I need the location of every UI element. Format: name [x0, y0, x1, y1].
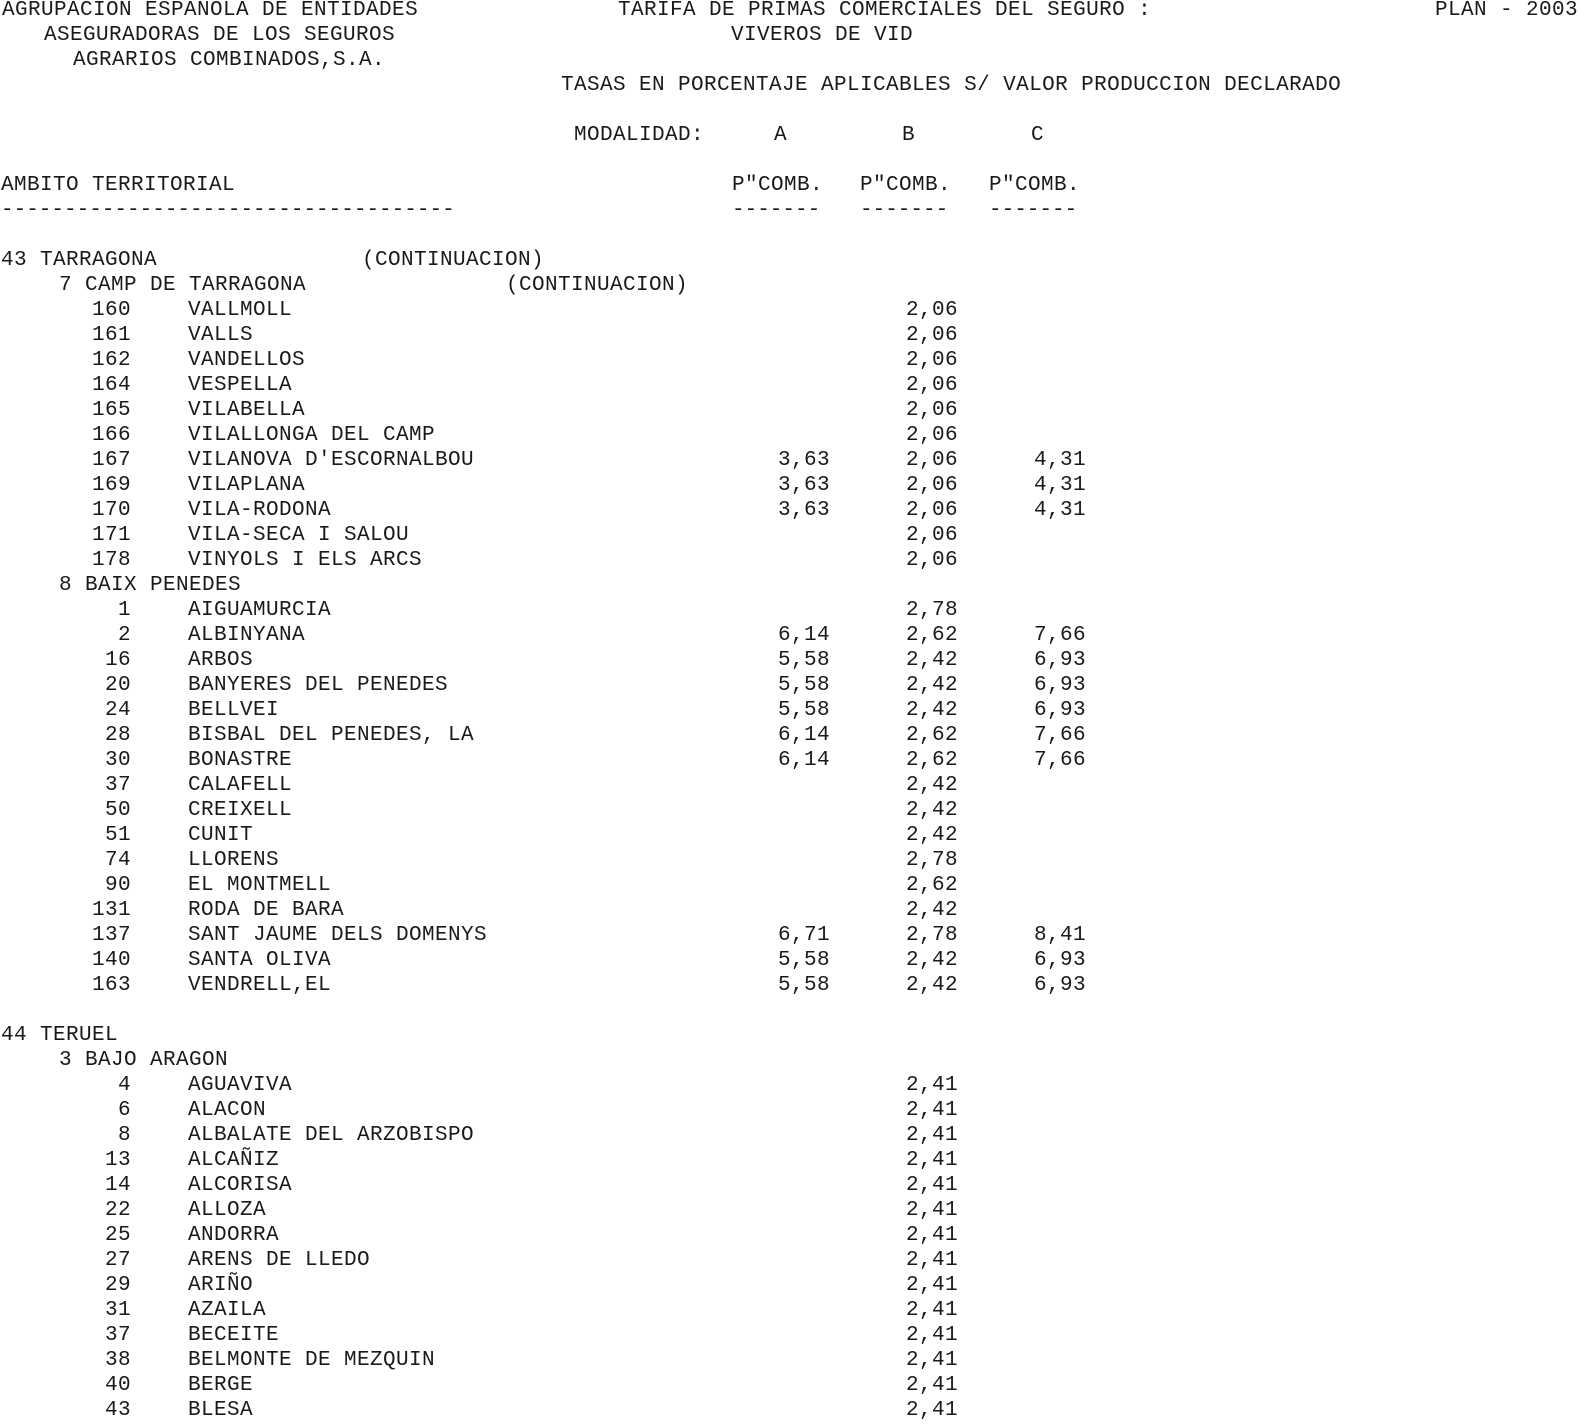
municipio-name: BANYERES DEL PENEDES — [188, 674, 449, 697]
rate-b: 2,42 — [905, 774, 958, 797]
rate-a: 5,58 — [777, 699, 830, 722]
municipio-name: BERGE — [188, 1374, 254, 1397]
rate-b: 2,41 — [905, 1249, 958, 1272]
municipio-code: 6 — [117, 1099, 131, 1122]
municipio-name: AZAILA — [188, 1299, 267, 1322]
municipio-name: BLESA — [188, 1399, 254, 1422]
rate-a: 3,63 — [777, 499, 830, 522]
rate-c: 7,66 — [1033, 624, 1086, 647]
rate-b: 2,42 — [905, 949, 958, 972]
municipio-code: 161 — [91, 324, 131, 347]
municipio-code: 37 — [104, 774, 131, 797]
rate-b: 2,42 — [905, 799, 958, 822]
org-line-3: AGRARIOS COMBINADOS,S.A. — [73, 49, 386, 72]
municipio-name: ALCAÑIZ — [188, 1149, 280, 1172]
municipio-name: ARIÑO — [188, 1274, 254, 1297]
rate-b: 2,78 — [905, 924, 958, 947]
municipio-code: 162 — [91, 349, 131, 372]
municipio-code: 164 — [91, 374, 131, 397]
municipio-code: 2 — [117, 624, 131, 647]
rate-a: 6,14 — [777, 749, 830, 772]
rate-c: 6,93 — [1033, 674, 1086, 697]
municipio-name: LLORENS — [188, 849, 280, 872]
municipio-code: 90 — [104, 874, 131, 897]
municipio-code: 140 — [91, 949, 131, 972]
municipio-name: SANT JAUME DELS DOMENYS — [188, 924, 488, 947]
rate-a: 5,58 — [777, 974, 830, 997]
rate-b: 2,41 — [905, 1349, 958, 1372]
rate-a: 5,58 — [777, 674, 830, 697]
municipio-code: 30 — [104, 749, 131, 772]
municipio-name: BISBAL DEL PENEDES, LA — [188, 724, 475, 747]
municipio-code: 160 — [91, 299, 131, 322]
province-heading: 43 TARRAGONA — [1, 249, 158, 272]
municipio-code: 22 — [104, 1199, 131, 1222]
municipio-code: 167 — [91, 449, 131, 472]
rate-b: 2,62 — [905, 749, 958, 772]
rate-c: 4,31 — [1033, 449, 1086, 472]
rate-c: 6,93 — [1033, 699, 1086, 722]
municipio-name: AGUAVIVA — [188, 1074, 293, 1097]
municipio-name: VINYOLS I ELS ARCS — [188, 549, 423, 572]
rate-b: 2,62 — [905, 724, 958, 747]
municipio-code: 24 — [104, 699, 131, 722]
rate-b: 2,41 — [905, 1374, 958, 1397]
rate-c: 6,93 — [1033, 949, 1086, 972]
org-line-2: ASEGURADORAS DE LOS SEGUROS — [44, 24, 396, 47]
plan-label: PLAN - 2003 — [1434, 0, 1578, 22]
municipio-name: ALCORISA — [188, 1174, 293, 1197]
rate-b: 2,06 — [905, 324, 958, 347]
modalidad-b: B — [901, 124, 915, 147]
municipio-code: 40 — [104, 1374, 131, 1397]
rate-b: 2,78 — [905, 599, 958, 622]
municipio-name: EL MONTMELL — [188, 874, 332, 897]
municipio-code: 38 — [104, 1349, 131, 1372]
rate-c: 6,93 — [1033, 974, 1086, 997]
municipio-name: ALBALATE DEL ARZOBISPO — [188, 1124, 475, 1147]
municipio-code: 50 — [104, 799, 131, 822]
org-line-1: AGRUPACION ESPAÑOLA DE ENTIDADES — [2, 0, 419, 22]
modalidad-a: A — [773, 124, 787, 147]
comarca-note: (CONTINUACION) — [506, 274, 689, 297]
rate-c: 8,41 — [1033, 924, 1086, 947]
municipio-code: 43 — [104, 1399, 131, 1422]
rate-b: 2,06 — [905, 474, 958, 497]
municipio-code: 28 — [104, 724, 131, 747]
municipio-code: 37 — [104, 1324, 131, 1347]
rate-b: 2,06 — [905, 349, 958, 372]
col-label-a: P"COMB. — [732, 174, 824, 197]
municipio-name: VESPELLA — [188, 374, 293, 397]
comarca-heading: 3 BAJO ARAGON — [59, 1049, 229, 1072]
municipio-name: VANDELLOS — [188, 349, 306, 372]
municipio-name: VILALLONGA DEL CAMP — [188, 424, 436, 447]
ambito-label: AMBITO TERRITORIAL — [1, 174, 236, 197]
rate-b: 2,42 — [905, 699, 958, 722]
municipio-name: BONASTRE — [188, 749, 293, 772]
municipio-name: VILA-SECA I SALOU — [188, 524, 410, 547]
municipio-code: 163 — [91, 974, 131, 997]
rate-b: 2,41 — [905, 1124, 958, 1147]
municipio-code: 27 — [104, 1249, 131, 1272]
modalidad-c: C — [1030, 124, 1044, 147]
municipio-code: 171 — [91, 524, 131, 547]
col-label-b: P"COMB. — [860, 174, 952, 197]
municipio-name: ALLOZA — [188, 1199, 267, 1222]
rate-b: 2,06 — [905, 399, 958, 422]
municipio-name: CREIXELL — [188, 799, 293, 822]
rate-b: 2,41 — [905, 1174, 958, 1197]
rate-b: 2,06 — [905, 449, 958, 472]
rate-b: 2,41 — [905, 1299, 958, 1322]
rate-b: 2,42 — [905, 974, 958, 997]
municipio-code: 51 — [104, 824, 131, 847]
col-rule-a: ------- — [732, 199, 821, 222]
col-rule-c: ------- — [989, 199, 1078, 222]
municipio-code: 20 — [104, 674, 131, 697]
municipio-code: 25 — [104, 1224, 131, 1247]
municipio-code: 169 — [91, 474, 131, 497]
rate-b: 2,78 — [905, 849, 958, 872]
municipio-code: 1 — [117, 599, 131, 622]
municipio-code: 13 — [104, 1149, 131, 1172]
municipio-code: 166 — [91, 424, 131, 447]
rate-c: 7,66 — [1033, 749, 1086, 772]
col-label-c: P"COMB. — [989, 174, 1081, 197]
rate-b: 2,62 — [905, 624, 958, 647]
municipio-name: CUNIT — [188, 824, 254, 847]
rate-b: 2,06 — [905, 549, 958, 572]
municipio-code: 178 — [91, 549, 131, 572]
rate-b: 2,06 — [905, 524, 958, 547]
municipio-code: 16 — [104, 649, 131, 672]
tariff-title: TARIFA DE PRIMAS COMERCIALES DEL SEGURO : — [618, 0, 1152, 22]
rate-b: 2,06 — [905, 499, 958, 522]
municipio-name: BELLVEI — [188, 699, 280, 722]
municipio-name: SANTA OLIVA — [188, 949, 332, 972]
municipio-name: VILANOVA D'ESCORNALBOU — [188, 449, 475, 472]
rate-b: 2,41 — [905, 1199, 958, 1222]
municipio-name: AIGUAMURCIA — [188, 599, 332, 622]
municipio-name: VENDRELL,EL — [188, 974, 332, 997]
province-note: (CONTINUACION) — [362, 249, 545, 272]
rate-b: 2,41 — [905, 1074, 958, 1097]
rate-a: 6,14 — [777, 624, 830, 647]
municipio-code: 8 — [117, 1124, 131, 1147]
subtitle: TASAS EN PORCENTAJE APLICABLES S/ VALOR PRODUCCION DECLARADO — [561, 74, 1342, 97]
rate-b: 2,06 — [905, 424, 958, 447]
municipio-name: VALLMOLL — [188, 299, 293, 322]
municipio-code: 29 — [104, 1274, 131, 1297]
municipio-name: ARENS DE LLEDO — [188, 1249, 371, 1272]
rate-b: 2,41 — [905, 1324, 958, 1347]
municipio-name: VALLS — [188, 324, 254, 347]
crop-title: VIVEROS DE VID — [731, 24, 914, 47]
comarca-heading: 7 CAMP DE TARRAGONA — [59, 274, 307, 297]
municipio-name: ALACON — [188, 1099, 267, 1122]
municipio-name: BECEITE — [188, 1324, 280, 1347]
rate-a: 5,58 — [777, 949, 830, 972]
municipio-name: CALAFELL — [188, 774, 293, 797]
municipio-code: 14 — [104, 1174, 131, 1197]
rate-b: 2,42 — [905, 674, 958, 697]
municipio-name: ANDORRA — [188, 1224, 280, 1247]
municipio-name: VILAPLANA — [188, 474, 306, 497]
municipio-code: 4 — [117, 1074, 131, 1097]
rate-b: 2,41 — [905, 1224, 958, 1247]
rate-a: 3,63 — [777, 449, 830, 472]
rate-a: 5,58 — [777, 649, 830, 672]
rate-c: 6,93 — [1033, 649, 1086, 672]
ambito-rule: ------------------------------------ — [1, 199, 455, 222]
rate-c: 7,66 — [1033, 724, 1086, 747]
province-heading: 44 TERUEL — [1, 1024, 119, 1047]
municipio-code: 165 — [91, 399, 131, 422]
comarca-heading: 8 BAIX PENEDES — [59, 574, 242, 597]
municipio-name: VILABELLA — [188, 399, 306, 422]
rate-b: 2,06 — [905, 374, 958, 397]
rate-a: 6,14 — [777, 724, 830, 747]
rate-b: 2,41 — [905, 1274, 958, 1297]
rate-b: 2,42 — [905, 649, 958, 672]
municipio-name: BELMONTE DE MEZQUIN — [188, 1349, 436, 1372]
municipio-code: 170 — [91, 499, 131, 522]
rate-b: 2,41 — [905, 1399, 958, 1422]
municipio-code: 31 — [104, 1299, 131, 1322]
rate-b: 2,41 — [905, 1099, 958, 1122]
municipio-name: ALBINYANA — [188, 624, 306, 647]
rate-b: 2,42 — [905, 899, 958, 922]
col-rule-b: ------- — [860, 199, 949, 222]
rate-b: 2,62 — [905, 874, 958, 897]
municipio-name: VILA-RODONA — [188, 499, 332, 522]
municipio-name: RODA DE BARA — [188, 899, 345, 922]
municipio-code: 74 — [104, 849, 131, 872]
rate-a: 6,71 — [777, 924, 830, 947]
municipio-code: 137 — [91, 924, 131, 947]
modalidad-label: MODALIDAD: — [574, 124, 705, 147]
rate-b: 2,41 — [905, 1149, 958, 1172]
rate-c: 4,31 — [1033, 474, 1086, 497]
municipio-code: 131 — [91, 899, 131, 922]
municipio-name: ARBOS — [188, 649, 254, 672]
rate-a: 3,63 — [777, 474, 830, 497]
rate-b: 2,06 — [905, 299, 958, 322]
rate-c: 4,31 — [1033, 499, 1086, 522]
rate-b: 2,42 — [905, 824, 958, 847]
